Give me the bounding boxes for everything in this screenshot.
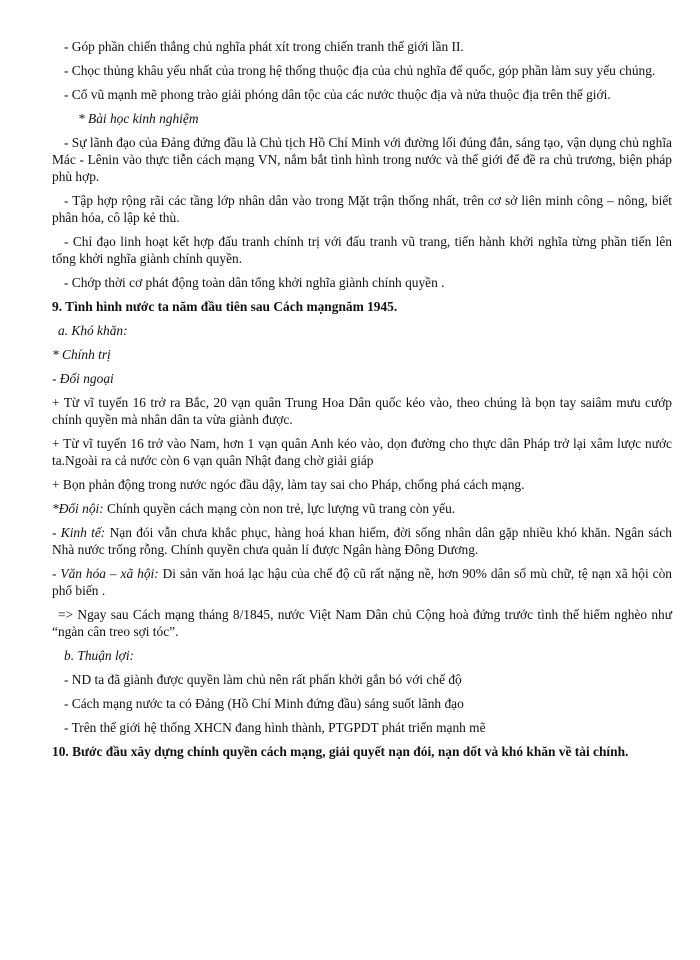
label-culture: - Văn hóa – xã hội: xyxy=(52,566,159,581)
paragraph xyxy=(52,565,672,599)
subheading-advantages: b. Thuận lợi: xyxy=(64,648,135,663)
text-culture: Di sản văn hoá lạc hậu của chế độ cũ rất nặng nề, hơn 90% dân số mù chữ, tệ nạn xã hội còn phổ biến . xyxy=(52,566,672,598)
section-heading-9: 9. Tình hình nước ta năm đầu tiên sau Cách mạngnăm 1945. xyxy=(52,299,398,314)
subheading-politics: * Chính trị xyxy=(52,347,111,362)
text-domestic: Chính quyền cách mạng còn non trẻ, lực lượng vũ trang còn yếu. xyxy=(103,501,456,516)
paragraph xyxy=(52,500,672,517)
section-heading-10: 10. Bước đầu xây dựng chính quyền cách mạng, giải quyết nạn đói, nạn dốt và khó khăn về tài chính. xyxy=(52,744,629,759)
paragraph: - Chớp thời cơ phát động toàn dân tổng khởi nghĩa giành chính quyền . xyxy=(64,275,445,290)
paragraph-conclusion: => Ngay sau Cách mạng tháng 8/1845, nước Việt Nam Dân chủ Cộng hoà đứng trước tình thế hiểm nghèo như “ngàn cân treo sợi tóc”. xyxy=(52,607,672,639)
paragraph xyxy=(52,524,672,558)
paragraph: - Trên thế giới hệ thống XHCN đang hình thành, PTGPDT phát triển mạnh mẽ xyxy=(64,720,486,735)
paragraph: + Bọn phản động trong nước ngóc đầu dậy, làm tay sai cho Pháp, chống phá cách mạng. xyxy=(52,477,525,492)
paragraph: - Góp phần chiến thắng chủ nghĩa phát xít trong chiến tranh thế giới lần II. xyxy=(64,39,464,54)
paragraph: + Từ vĩ tuyến 16 trở vào Nam, hơn 1 vạn quân Anh kéo vào, dọn đường cho thực dân Pháp trở lại xâm lược nước ta.Ngoài ra cả nước còn 6 vạn quân Nhật đang chờ giải giáp xyxy=(52,436,672,468)
label-domestic: *Đối nội: xyxy=(52,501,104,516)
paragraph: - Chỉ đạo linh hoạt kết hợp đấu tranh chính trị với đấu tranh vũ trang, tiến hành khởi nghĩa từng phần tiến lên tổng khởi nghĩa giành chính quyền. xyxy=(52,234,672,266)
paragraph: - Chọc thủng khâu yếu nhất của trong hệ thống thuộc địa của chủ nghĩa đế quốc, góp phần làm suy yếu chúng. xyxy=(64,63,656,78)
paragraph: - Cổ vũ mạnh mẽ phong trào giải phóng dân tộc của các nước thuộc địa và nửa thuộc địa trên thế giới. xyxy=(64,87,611,102)
label-economy: - Kinh tế: xyxy=(52,525,106,540)
paragraph: - Cách mạng nước ta có Đảng (Hồ Chí Minh đứng đầu) sáng suốt lãnh đạo xyxy=(64,696,464,711)
paragraph: + Từ vĩ tuyến 16 trở ra Bắc, 20 vạn quân Trung Hoa Dân quốc kéo vào, theo chúng là bọn tay saiâm mưu cướp chính quyền mà nhân dân ta vừa giành được. xyxy=(52,395,672,427)
text-economy: Nạn đói vẫn chưa khắc phục, hàng hoá khan hiếm, đời sống nhân dân gặp nhiều khó khăn. Ngân sách Nhà nước trống rỗng. Chính quyền chưa quản lí được Ngân hàng Đông Dương. xyxy=(52,525,673,557)
subheading-foreign: - Đối ngoại xyxy=(52,371,114,386)
subheading-lessons: * Bài học kinh nghiệm xyxy=(78,111,199,126)
paragraph: - Sự lãnh đạo của Đảng đứng đầu là Chủ tịch Hồ Chí Minh với đường lối đúng đắn, sáng tạo, vận dụng chủ nghĩa Mác - Lênin vào thực tiễn cách mạng VN, nắm bắt tình hình trong nước và thế giới để đề ra chủ trương, biện pháp phù hợp. xyxy=(52,135,672,184)
subheading-difficulties: a. Khó khăn: xyxy=(58,323,128,338)
paragraph: - ND ta đã giành được quyền làm chủ nên rất phấn khởi gắn bó với chế độ xyxy=(64,672,462,687)
paragraph: - Tập hợp rộng rãi các tầng lớp nhân dân vào trong Mặt trận thống nhất, trên cơ sở liên minh công – nông, biết phân hóa, cô lập kẻ thù. xyxy=(52,193,672,225)
